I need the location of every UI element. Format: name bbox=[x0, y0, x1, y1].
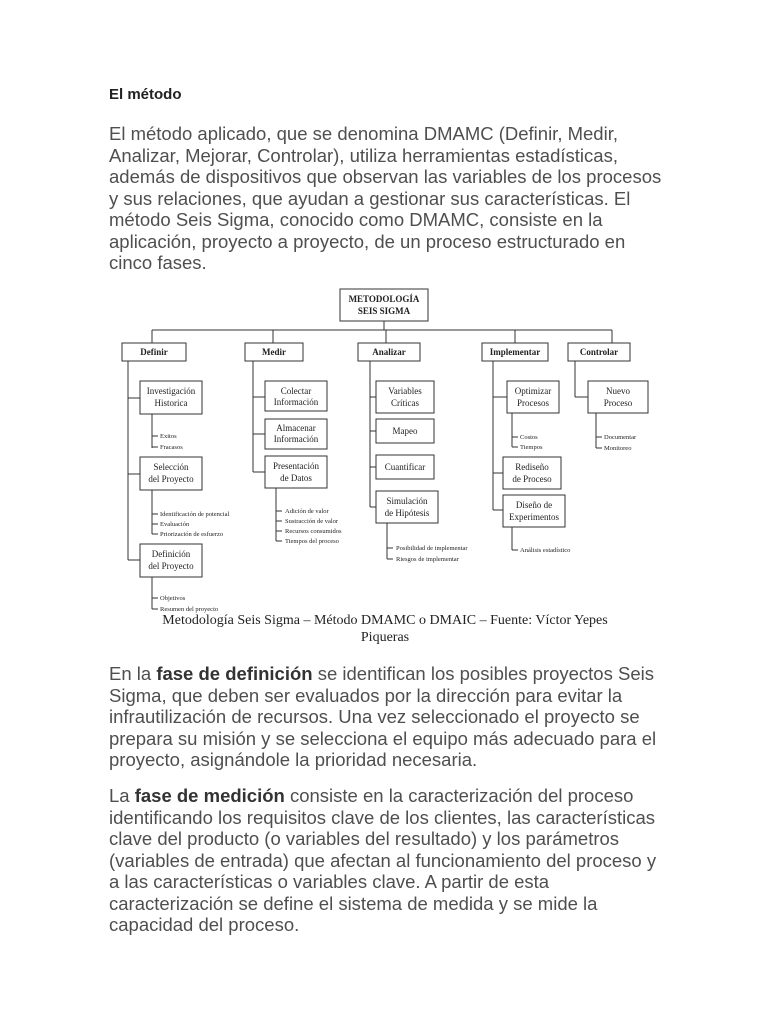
box-label: Experimentos bbox=[509, 512, 559, 522]
box-label: Simulación bbox=[386, 496, 428, 506]
box-label: Nuevo bbox=[606, 386, 630, 396]
box-label: Rediseño bbox=[515, 462, 549, 472]
sub-item: Posibilidad de implementar bbox=[396, 545, 468, 552]
sub-item: Sustracción de valor bbox=[285, 518, 339, 525]
root-title-line1: METODOLOGÍA bbox=[348, 294, 420, 304]
box-label: Colectar bbox=[280, 386, 312, 396]
box-label: Procesos bbox=[517, 398, 549, 408]
box-label: Información bbox=[273, 397, 319, 407]
root-title-line2: SEIS SIGMA bbox=[357, 306, 411, 316]
figure-caption bbox=[105, 612, 665, 646]
paragraph-text: En la bbox=[109, 663, 157, 684]
sub-item: Monitoreo bbox=[604, 445, 632, 452]
paragraph-text: La bbox=[109, 785, 135, 806]
sub-item: Costos bbox=[520, 434, 538, 441]
sub-item: Identificación de potencial bbox=[160, 511, 230, 518]
box-label: Optimizar bbox=[514, 386, 552, 396]
box-label: Selección bbox=[153, 462, 189, 472]
box-label: Presentación bbox=[273, 461, 319, 471]
caption-line2: Piqueras bbox=[360, 630, 410, 645]
box-label: Información bbox=[273, 434, 319, 444]
sub-item: Riesgos de implementar bbox=[396, 556, 459, 563]
sub-item: Documentar bbox=[604, 434, 637, 441]
sub-item: Evaluación bbox=[160, 521, 190, 528]
box-label: del Proyecto bbox=[148, 474, 194, 484]
sub-item: Recursos consumidos bbox=[285, 528, 342, 535]
box-label: Variables bbox=[388, 386, 422, 396]
definition-phase-paragraph bbox=[109, 663, 669, 771]
box-label: Investigación bbox=[146, 386, 196, 396]
paragraph-text: se identifican los posibles proyectos Seis Sigma, que deben ser evaluados por la dirección para evitar la infrautilización de recursos. Una vez seleccionado el proyecto se prepara su misión y se selecciona el equipo más adecuado para el proyecto, asignándole la prioridad necesaria. bbox=[109, 663, 657, 770]
box-label: de Hipótesis bbox=[384, 508, 430, 518]
bold-term: fase de definición bbox=[156, 663, 313, 684]
box-label: de Datos bbox=[280, 473, 312, 483]
section-heading: El método bbox=[109, 86, 182, 103]
phase-label-medir: Medir bbox=[262, 347, 286, 357]
intro-paragraph: El método aplicado, que se denomina DMAMC (Definir, Medir, Analizar, Mejorar, Controlar), utiliza herramientas estadísticas, además de dispositivos que observan las variables de los procesos y sus relaciones, que ayudan a gestionar sus características. El método Seis Sigma, conocido como DMAMC, consiste en la aplicación, proyecto a proyecto, de un proceso estructurado en cinco fases. bbox=[109, 123, 662, 273]
sub-item: Resumen del proyecto bbox=[160, 606, 219, 613]
box-label: de Proceso bbox=[512, 474, 552, 484]
paragraph-text: consiste en la caracterización del proceso identificando los requisitos clave de los clientes, las características clave del producto (o variables del resultado) y los parámetros (variables de entrada) que afectan al funcionamiento del proceso y a las características o variables clave. A partir de esta caracterización se define el sistema de medida y se mide la capacidad del proceso. bbox=[109, 785, 657, 935]
sub-item: Tiempos del proceso bbox=[285, 538, 339, 545]
box-label: del Proyecto bbox=[148, 561, 194, 571]
sub-item: Priorización de esfuerzo bbox=[160, 531, 224, 538]
sub-item: Fracasos bbox=[160, 444, 183, 451]
sub-item: Adición de valor bbox=[285, 508, 329, 515]
phase-label-analizar: Analizar bbox=[372, 347, 406, 357]
six-sigma-methodology-diagram bbox=[100, 282, 660, 617]
box-label: Mapeo bbox=[392, 426, 418, 436]
box-label: Diseño de bbox=[515, 500, 553, 510]
box-label: Historica bbox=[154, 398, 188, 408]
box-label: Críticas bbox=[391, 398, 419, 408]
box-label: Almacenar bbox=[276, 423, 316, 433]
caption-line1: Metodología Seis Sigma – Método DMAMC o DMAIC – Fuente: Víctor Yepes bbox=[162, 613, 608, 628]
box-label: Definición bbox=[151, 549, 191, 559]
box-label: Proceso bbox=[603, 398, 633, 408]
phase-label-implementar: Implementar bbox=[489, 347, 541, 357]
sub-item: Objetivos bbox=[160, 595, 186, 602]
phase-label-controlar: Controlar bbox=[579, 347, 619, 357]
phase-label-definir: Definir bbox=[140, 347, 168, 357]
measurement-phase-paragraph bbox=[109, 785, 669, 936]
box-label: Cuantificar bbox=[384, 462, 426, 472]
sub-item: Tiempos bbox=[520, 444, 543, 451]
sub-item: Análisis estadístico bbox=[520, 547, 571, 554]
sub-item: Exitos bbox=[160, 433, 177, 440]
bold-term: fase de medición bbox=[134, 785, 285, 806]
